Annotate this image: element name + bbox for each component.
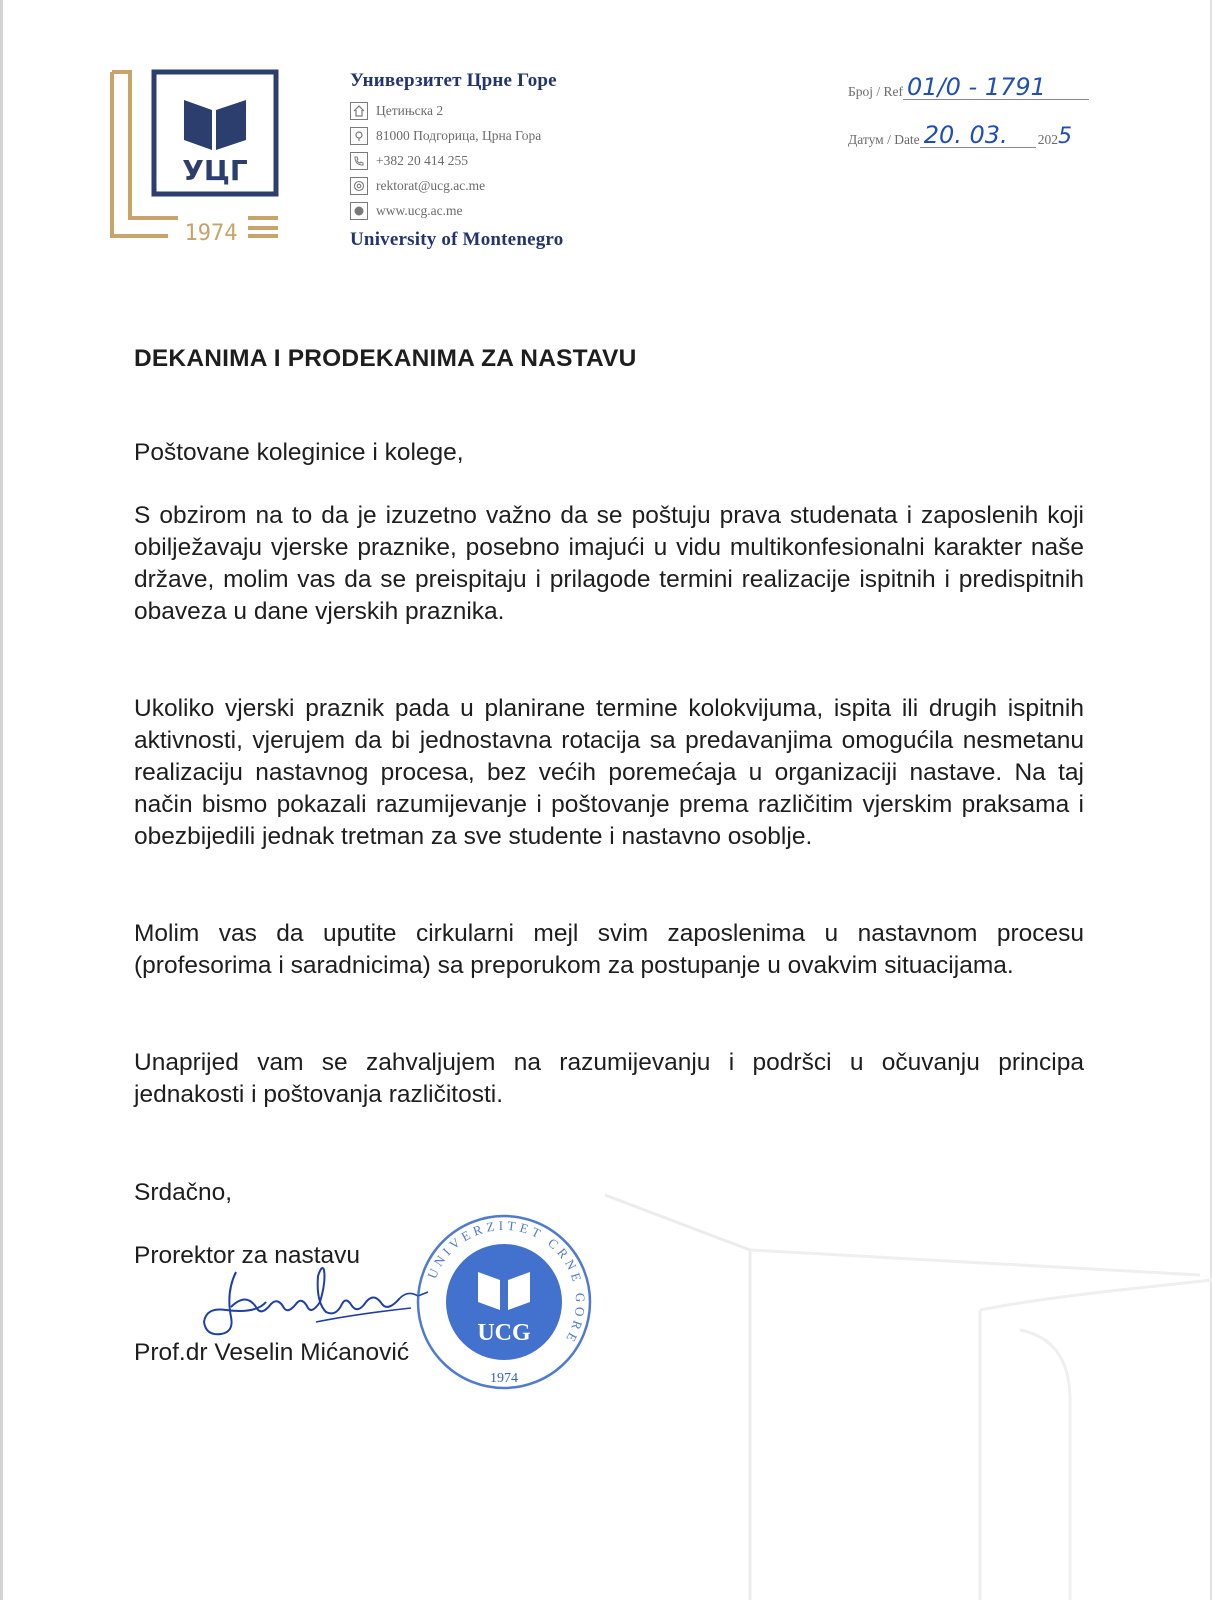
address-block xyxy=(350,70,680,251)
letter-paragraph: Unaprijed vam se zahvaljujem na razumijevanju i podršci u očuvanju principa jednakosti i poštovanja različitosti. xyxy=(134,1049,1084,1108)
letter-paragraph: Ukoliko vjerski praznik pada u planirane termine kolokvijuma, ispita ili drugih ispitnih aktivnosti, vjerujem da bi jednostavna rotacija sa predavanjima omogućila nesmetanu realizaciju nastavnog procesa, bez većih poremećaja u organizaciji nastave. Na taj način bismo pokazali razumijevanje i poštovanje prema različitim vjerskim praksama i obezbijedili jednak tretman za sve studente i nastavno osoblje. xyxy=(134,695,1084,850)
date-row xyxy=(848,118,1108,148)
signer-name: Prof.dr Veselin Mićanović xyxy=(134,1339,410,1366)
address-row-web xyxy=(350,198,680,223)
building-icon xyxy=(350,102,368,120)
ref-label: Број / Ref xyxy=(848,84,903,99)
university-logo xyxy=(108,68,288,248)
address-row-city xyxy=(350,123,680,148)
address-email-text: rektorat@ucg.ac.me xyxy=(376,177,486,193)
university-name-cyrillic: Универзитет Црне Горе xyxy=(350,70,557,91)
university-name-latin: University of Montenegro xyxy=(350,229,564,250)
letter-paragraph: Molim vas da uputite cirkularni mejl svim zaposlenima u nastavnom procesu (profesorima i saradnicima) sa preporukom za postupanje u ovakvim situacijama. xyxy=(134,920,1084,979)
year-printed: 202 xyxy=(1037,132,1058,147)
address-street-text: Цетињска 2 xyxy=(376,102,444,118)
address-row-street xyxy=(350,98,680,123)
stamp-ring-text: UNIVERZITET CRNE GORE xyxy=(424,1217,589,1348)
letter-paragraph: S obzirom na to da je izuzetno važno da se poštuju prava studenata i zaposlenih koji obilježavaju vjerske praznike, posebno imajući u vidu multikonfesionalni karakter naše države, molim vas da se preispitaju i prilagode termini realizacije ispitnih i predispitnih obaveza u dane vjerskih praznika. xyxy=(134,502,1084,625)
address-row-phone xyxy=(350,148,680,173)
logo-text: УЦГ xyxy=(182,154,248,187)
signer-title: Prorektor za nastavu xyxy=(134,1242,361,1269)
year-handwritten-digit: 5 xyxy=(1057,124,1072,149)
address-row-email xyxy=(350,173,680,198)
date-handwritten: 20. 03. xyxy=(920,123,1036,148)
at-sign-icon xyxy=(350,177,368,195)
letter-recipient-heading: DEKANIMA I PRODEKANIMA ZA NASTAVU xyxy=(134,345,637,372)
reference-block xyxy=(848,70,1108,148)
university-stamp xyxy=(412,1210,597,1395)
date-label: Датум / Date xyxy=(848,132,920,147)
stamp-year: 1974 xyxy=(490,1371,518,1386)
stamp-center-text: UCG xyxy=(477,1320,531,1346)
address-phone-text: +382 20 414 255 xyxy=(376,152,468,168)
phone-icon xyxy=(350,152,368,170)
globe-icon xyxy=(350,202,368,220)
letter-closing: Srdačno, xyxy=(134,1179,233,1206)
ref-number-row xyxy=(848,70,1108,100)
page-edge-left xyxy=(0,0,3,1600)
ref-number-handwritten: 01/0 - 1791 xyxy=(903,75,1089,100)
address-city-text: 81000 Подгорица, Црна Гора xyxy=(376,127,542,143)
logo-year: 1974 xyxy=(184,221,238,246)
address-web-text: www.ucg.ac.me xyxy=(376,202,463,218)
location-pin-icon xyxy=(350,127,368,145)
letter-greeting: Poštovane koleginice i kolege, xyxy=(134,439,464,466)
